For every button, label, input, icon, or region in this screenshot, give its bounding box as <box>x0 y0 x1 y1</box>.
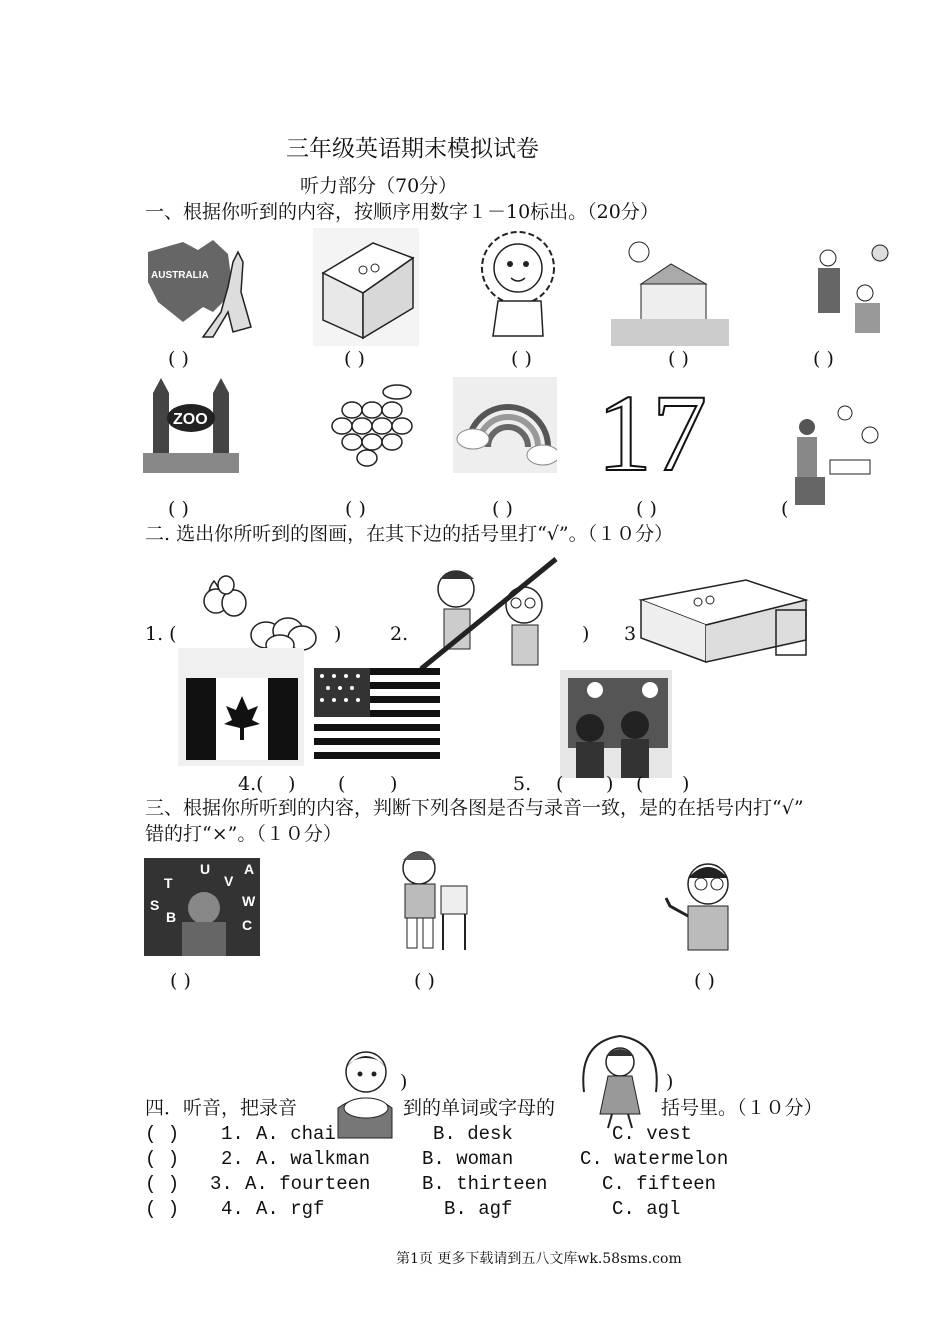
item-2-label: 2. <box>390 623 409 645</box>
answer-paren[interactable]: ( ) <box>414 970 435 992</box>
option-a: A. chai <box>256 1123 336 1145</box>
option-a: A. rgf <box>256 1198 325 1220</box>
item-5-label: 5. <box>513 773 532 795</box>
answer-paren[interactable]: ( <box>781 498 789 520</box>
girl-jumping-rope-image <box>574 1032 666 1132</box>
item-1-label: 1. ( <box>145 623 177 645</box>
answer-paren[interactable]: ( ) <box>168 498 189 520</box>
grapes-image <box>312 380 432 472</box>
option-a: A. fourteen <box>245 1173 371 1195</box>
board-letter: T <box>164 875 173 891</box>
number-17-image: 17 <box>597 372 707 494</box>
section-2-heading: 二. 选出你所听到的图画，在其下边的括号里打“√”。（１０分） <box>145 523 674 545</box>
answer-paren[interactable]: ( ) <box>168 348 189 370</box>
option-b: B. desk <box>433 1123 513 1145</box>
answer-paren[interactable]: ( ) <box>668 348 689 370</box>
item-4b-open: ( <box>338 773 346 795</box>
extra-close-paren: ) <box>666 1071 674 1093</box>
answer-paren[interactable]: ( ) <box>345 498 366 520</box>
item-number: 3. <box>210 1173 233 1195</box>
usa-flag-image <box>314 668 440 764</box>
item-5b-open: ( <box>636 773 644 795</box>
item-paren[interactable]: ( ) <box>145 1198 180 1220</box>
answer-paren[interactable]: ( ) <box>170 970 191 992</box>
item-4-close: ) <box>288 773 296 795</box>
answer-paren[interactable]: ( ) <box>636 498 657 520</box>
board-letter: V <box>224 873 234 889</box>
option-c: C. fifteen <box>602 1173 717 1195</box>
item-5-open: ( <box>556 773 564 795</box>
page-footer: 第1页 更多下载请到五八文库wk.58sms.com <box>396 1251 682 1267</box>
board-letter: W <box>242 893 256 909</box>
item-1-close: ) <box>334 623 342 645</box>
kids-at-blackboard-image <box>560 670 672 778</box>
option-a: A. walkman <box>256 1148 371 1170</box>
answer-paren[interactable]: ( ) <box>511 348 532 370</box>
option-b: B. agf <box>444 1198 513 1220</box>
extra-close-paren: ) <box>400 1071 408 1093</box>
option-c: C. vest <box>612 1123 692 1145</box>
family-picnic-image <box>795 405 887 505</box>
town-scene-image <box>611 234 729 346</box>
option-b: B. woman <box>422 1148 514 1170</box>
letters-board-image <box>144 858 260 956</box>
item-2-close: ) <box>582 623 590 645</box>
desk-and-chair-image <box>636 570 814 665</box>
section-4-heading-end: 括号里。（１０分） <box>661 1097 823 1119</box>
option-c: C. agl <box>612 1198 681 1220</box>
section-4-heading-mid: 到的单词或字母的 <box>403 1097 556 1119</box>
board-letter: U <box>200 861 211 877</box>
boy-sitting-image <box>330 1048 400 1144</box>
item-5-close: ) <box>606 773 614 795</box>
option-b: B. thirteen <box>422 1173 548 1195</box>
item-number: 2. <box>221 1148 244 1170</box>
page-subtitle: 听力部分（70分） <box>300 175 458 197</box>
desk-with-bike-image <box>313 228 419 346</box>
item-4-label: 4.( <box>238 773 264 795</box>
answer-paren[interactable]: ( ) <box>344 348 365 370</box>
section-4-heading-start: 四．听音，把录音 <box>145 1097 298 1119</box>
rainbow-image <box>453 377 557 473</box>
canada-flag-image <box>178 648 304 766</box>
board-letter: C <box>242 917 253 933</box>
section-1-heading: 一、根据你听到的内容，按顺序用数字１－10标出。（20分） <box>145 201 659 223</box>
kids-with-rulers-image <box>416 557 572 675</box>
item-paren[interactable]: ( ) <box>145 1123 180 1145</box>
section-3-heading-line1: 三、根据你所听到的内容，判断下列各图是否与录音一致，是的在括号内打“√” <box>145 797 804 819</box>
item-3-label: 3 <box>624 623 637 645</box>
board-letter: B <box>166 909 177 925</box>
family-party-image <box>810 238 890 336</box>
australia-label: AUSTRALIA <box>151 270 209 281</box>
item-paren[interactable]: ( ) <box>145 1173 180 1195</box>
answer-paren[interactable]: ( ) <box>492 498 513 520</box>
item-number: 1. <box>221 1123 244 1145</box>
answer-paren[interactable]: ( ) <box>813 348 834 370</box>
section-3-heading-line2: 错的打“×”。（１０分） <box>145 823 342 845</box>
boy-with-glasses-image <box>660 856 750 956</box>
boy-with-chair-image <box>381 846 479 956</box>
australia-kangaroo-image <box>143 232 260 346</box>
answer-paren[interactable]: ( ) <box>694 970 715 992</box>
zoo-label: ZOO <box>173 411 208 428</box>
zoo-gate-image <box>143 373 239 473</box>
lion-image <box>473 226 568 344</box>
item-number: 4. <box>221 1198 244 1220</box>
item-paren[interactable]: ( ) <box>145 1148 180 1170</box>
page-title: 三年级英语期末模拟试卷 <box>286 136 539 162</box>
item-5b-close: ) <box>682 773 690 795</box>
pears-peaches-image <box>196 563 326 656</box>
board-letter: A <box>244 861 255 877</box>
item-4b-close: ) <box>390 773 398 795</box>
option-c: C. watermelon <box>580 1148 729 1170</box>
board-letter: S <box>150 897 160 913</box>
